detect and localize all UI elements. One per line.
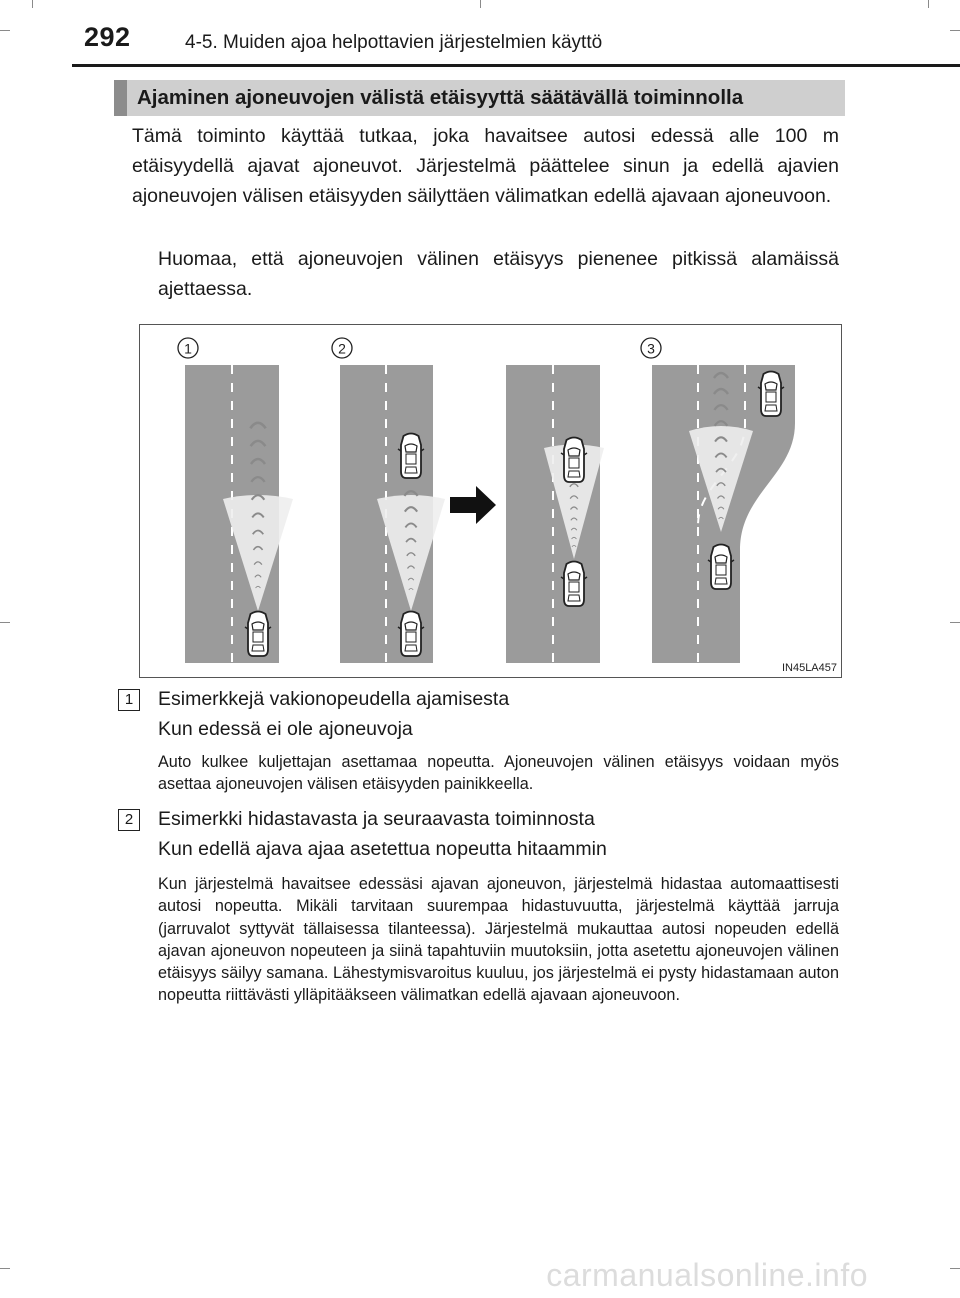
car-icon (708, 545, 734, 590)
svg-text:3: 3 (647, 340, 655, 357)
header-rule (72, 64, 960, 67)
item-1-title-line-1: Esimerkkejä vakionopeudella ajamisesta (158, 688, 510, 710)
item-2-body: Kun järjestelmä havaitsee edessäsi ajavan ajoneuvon, järjestelmä hidastaa automaattisesti autosi nopeutta. Mikäli tarvitaan suurempaa hidastuvuutta, järjestelmä käyttää jarruja (jarruvalot syttyvät tällaisessa tilanteessa). Järjestelmä mukauttaa autosi nopeuden edellä ajavan ajoneuvon nopeuteen ja siinä tapahtuviin muutoksiin, jotta asetettu ajoneuvojen välinen etäisyys säilyy samana. Lähestymisvaroitus kuuluu, jos järjestelmä ei pysty hidastamaan auton nopeutta riittävästi ylläpitääkseen välimatkan edellä ajavaan ajoneuvoon. (158, 875, 839, 1005)
svg-text:2: 2 (338, 340, 346, 357)
crop-mark (0, 622, 10, 623)
list-number-1: 1 (118, 689, 140, 711)
watermark: carmanualsonline.info (546, 1257, 868, 1293)
figure-marker-3 (641, 338, 661, 358)
crop-mark (950, 1268, 960, 1269)
note-paragraph: Huomaa, että ajoneuvojen välinen etäisyys pienenee pitkissä alamäissä ajettaessa. (158, 248, 839, 300)
crop-mark (928, 0, 929, 8)
svg-text:1: 1 (184, 340, 192, 357)
page-number: 292 (84, 22, 131, 52)
intro-paragraph: Tämä toiminto käyttää tutkaa, joka havaitsee autosi edessä alle 100 m etäisyydellä ajavat ajoneuvot. Järjestelmä päättelee sinun ja edellä ajavien ajoneuvojen välisen etäisyyden säilyttäen välimatkan edellä ajavaan ajoneuvoon. (132, 125, 839, 207)
item-2-title-line-2: Kun edellä ajava ajaa asetettua nopeutta hitaammin (158, 838, 607, 860)
crop-mark (480, 0, 481, 8)
car-icon (398, 612, 424, 657)
crop-mark (950, 30, 960, 31)
car-icon (561, 438, 587, 483)
crop-mark (950, 622, 960, 623)
car-icon (245, 612, 271, 657)
car-icon (758, 372, 784, 417)
arrow-right-icon (450, 486, 496, 524)
crop-mark (32, 0, 33, 8)
figure-code: IN45LA457 (781, 662, 837, 674)
item-1-body: Auto kulkee kuljettajan asettamaa nopeutta. Ajoneuvojen välinen etäisyys voidaan myös asettaa ajoneuvojen välisen etäisyyden painikkeella. (158, 753, 839, 794)
list-number-2: 2 (118, 809, 140, 831)
item-1-title-line-2: Kun edessä ei ole ajoneuvoja (158, 718, 413, 740)
item-2-title-line-1: Esimerkki hidastavasta ja seuraavasta toiminnosta (158, 808, 595, 830)
crop-mark (0, 30, 10, 31)
car-icon (561, 562, 587, 607)
section-title: Ajaminen ajoneuvojen välistä etäisyyttä säätävällä toiminnolla (114, 80, 845, 116)
car-icon (398, 434, 424, 479)
figure-marker-1 (178, 338, 198, 358)
illustration-figure (139, 324, 842, 678)
crop-mark (0, 1268, 10, 1269)
figure-marker-2 (332, 338, 352, 358)
section-path: 4-5. Muiden ajoa helpottavien järjestelmien käyttö (185, 32, 603, 53)
